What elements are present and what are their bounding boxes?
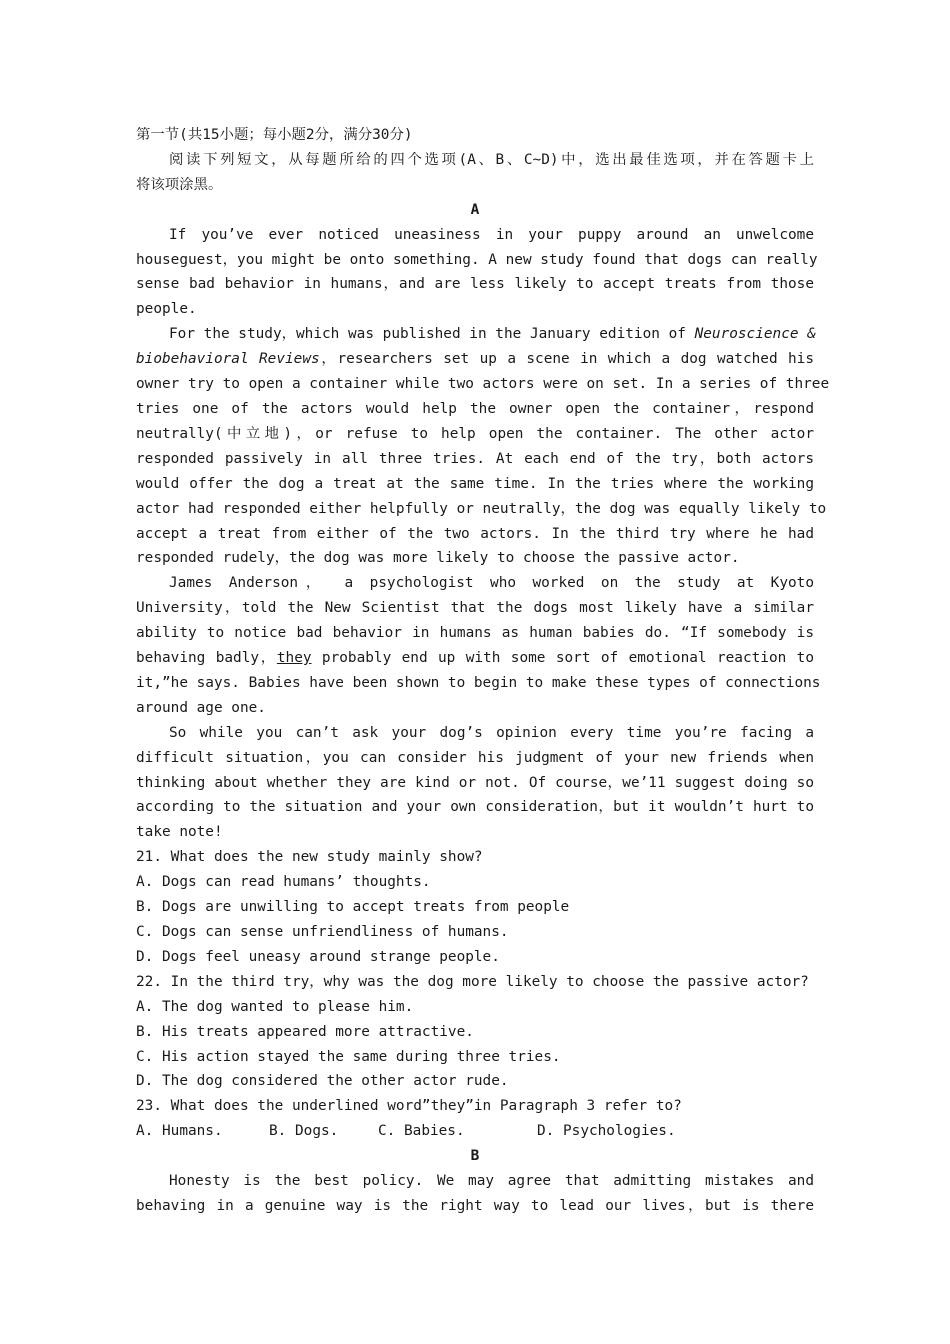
- passage-a-p4-line: according to the situation and your own consideration，but it wouldn’t hurt to: [136, 799, 814, 816]
- p2-text: For the study，which was published in the January edition of: [169, 326, 686, 343]
- q23-option-a: A. Humans.: [136, 1123, 223, 1140]
- passage-a-p3-line: [136, 646, 814, 671]
- passage-a-label: A: [470, 201, 480, 218]
- passage-a-p3-line: James Anderson， a psychologist who worked on the study at Kyoto: [169, 575, 814, 592]
- q23-option-c: C. Babies.: [378, 1123, 465, 1140]
- passage-a-p2-line: owner try to open a container while two actors were on set. In a series of three: [136, 376, 830, 393]
- exam-page: [136, 123, 830, 1219]
- underlined-word: they: [276, 650, 312, 667]
- q21-option-c: C. Dogs can sense unfriendliness of humans.: [136, 924, 509, 940]
- journal-title: biobehavioral Reviews: [136, 351, 320, 368]
- question-22: 22. In the third try，why was the dog more likely to choose the passive actor?: [136, 973, 809, 990]
- passage-a-p2-line: would offer the dog a treat at the same time. In the tries where the working: [136, 475, 814, 492]
- q22-option-b: B. His treats appeared more attractive.: [136, 1023, 474, 1040]
- passage-a-p2-line: responded rudely，the dog was more likely to choose the passive actor.: [136, 550, 740, 567]
- section-title: 第一节(共15小题；每小题2分，满分30分): [136, 127, 413, 143]
- passage-a-p2-line: responded passively in all three tries. At each end of the try，both actors: [136, 450, 814, 467]
- passage-a-p1-line: houseguest，you might be onto something. A new study found that dogs can really: [136, 251, 818, 268]
- passage-a-p2-line: [136, 347, 814, 372]
- q22-option-d: D. The dog considered the other actor rude.: [136, 1073, 509, 1090]
- passage-a-p4-line: So while you can’t ask your dog’s opinion every time you’re facing a: [169, 724, 814, 741]
- question-21: 21. What does the new study mainly show?: [136, 849, 483, 866]
- passage-a-p4-line: thinking about whether they are kind or not. Of course，we’11 suggest doing so: [136, 774, 814, 791]
- passage-a-p4-line: take note!: [136, 824, 223, 841]
- journal-title: Neuroscience &: [694, 326, 816, 343]
- q21-option-b: B. Dogs are unwilling to accept treats from people: [136, 899, 570, 916]
- q22-option-a: A. The dog wanted to please him.: [136, 998, 414, 1015]
- passage-a-p2-line: tries one of the actors would help the owner open the container，respond: [136, 400, 814, 417]
- passage-b-p1-line: Honesty is the best policy. We may agree that admitting mistakes and: [169, 1173, 814, 1190]
- passage-a-p2-line: actor had responded either helpfully or neutrally，the dog was equally likely to: [136, 500, 827, 517]
- passage-a-p4-line: difficult situation，you can consider his judgment of your new friends when: [136, 749, 814, 766]
- instruction-line-2: 将该项涂黑。: [136, 176, 223, 193]
- q23-option-d: D. Psychologies.: [537, 1123, 676, 1140]
- q22-option-c: C. His action stayed the same during three tries.: [136, 1048, 561, 1065]
- instruction-line-1: 阅读下列短文，从每题所给的四个选项(A、B、C~D)中，选出最佳选项，并在答题卡上: [169, 151, 814, 168]
- passage-a-p2-line: neutrally(中立地)，or refuse to help open the container. The other actor: [136, 425, 814, 442]
- passage-a-p1-line: people.: [136, 301, 197, 318]
- p2-text: ，researchers set up a scene in which a dog watched his: [319, 351, 814, 368]
- q21-option-a: A. Dogs can read humans’ thoughts.: [136, 874, 431, 891]
- passage-b-label: B: [470, 1148, 480, 1165]
- passage-a-p3-line: it,”he says. Babies have been shown to begin to make these types of connections: [136, 674, 821, 691]
- passage-b-p1-line: behaving in a genuine way is the right way to lead our lives，but is there: [136, 1197, 814, 1214]
- question-23: 23. What does the underlined word”they”in Paragraph 3 refer to?: [136, 1098, 682, 1115]
- passage-a-p2-line: accept a treat from either of the two actors. In the third try where he had: [136, 525, 814, 542]
- passage-a-p1-line: sense bad behavior in humans，and are less likely to accept treats from those: [136, 276, 814, 293]
- q21-option-d: D. Dogs feel uneasy around strange people.: [136, 948, 500, 965]
- p3-text: probably end up with some sort of emotional reaction to: [311, 650, 814, 667]
- passage-a-p1-line: If you’ve ever noticed uneasiness in your puppy around an unwelcome: [169, 226, 814, 243]
- passage-a-p3-line: around age one.: [136, 699, 266, 716]
- q23-options: [136, 1119, 814, 1144]
- passage-a-p2-line: [136, 322, 814, 347]
- passage-a-p3-line: ability to notice bad behavior in humans as human babies do. “If somebody is: [136, 625, 814, 642]
- q23-option-b: B. Dogs.: [269, 1123, 339, 1140]
- passage-a-p3-line: University，told the New Scientist that the dogs most likely have a similar: [136, 600, 814, 617]
- p3-text: behaving badly，: [136, 650, 277, 667]
